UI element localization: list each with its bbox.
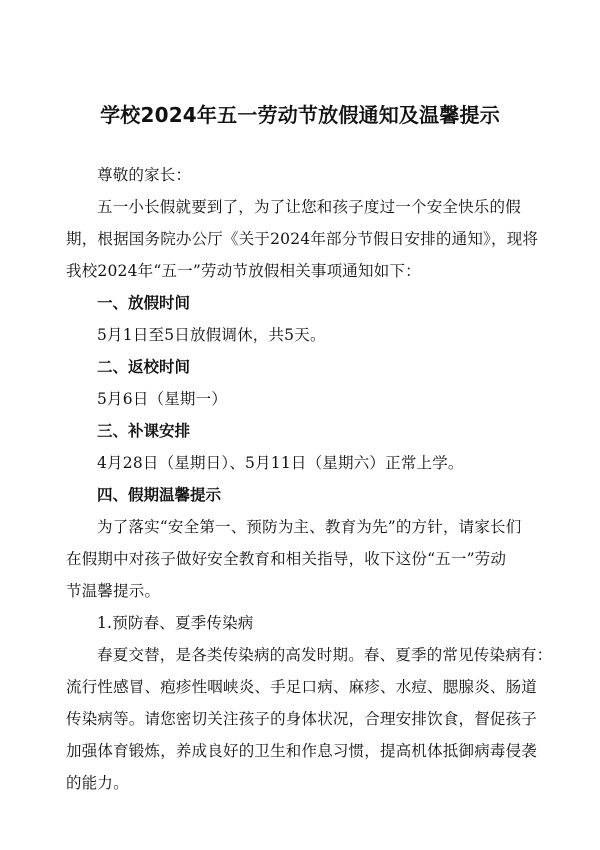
- subsection-heading: 1.预防春、夏季传染病: [97, 614, 254, 632]
- section-heading-holiday-tips: 四、假期温馨提示: [97, 486, 222, 504]
- intro-line: 期，根据国务院办公厅《关于2024年部分节假日安排的通知》，现将: [66, 230, 539, 248]
- section-text: 节温馨提示。: [66, 582, 161, 600]
- section-text: 5月6日（星期一）: [97, 390, 228, 408]
- subsection-text: 的能力。: [66, 774, 129, 792]
- subsection-text: 传染病等。请您密切关注孩子的身体状况，合理安排饮食，督促孩子: [66, 710, 538, 728]
- section-heading-holiday-time: 一、放假时间: [97, 294, 191, 312]
- document-body: [66, 159, 553, 799]
- intro-line: 我校2024年“五一”劳动节放假相关事项通知如下：: [66, 262, 421, 280]
- section-text: 4月28日（星期日）、5月11日（星期六）正常上学。: [97, 454, 464, 472]
- section-text: 5月1日至5日放假调休，共5天。: [97, 326, 326, 344]
- greeting: 尊敬的家长：: [97, 166, 192, 184]
- section-heading-return-time: 二、返校时间: [97, 358, 191, 376]
- document-title: 学校2024年五一劳动节放假通知及温馨提示: [100, 103, 500, 127]
- section-text: 为了落实“安全第一、预防为主、教育为先”的方针，请家长们: [97, 518, 522, 536]
- subsection-text: 流行性感冒、疱疹性咽峡炎、手足口病、麻疹、水痘、腮腺炎、肠道: [66, 678, 538, 696]
- section-heading-makeup-classes: 三、补课安排: [97, 422, 191, 440]
- subsection-text: 春夏交替，是各类传染病的高发时期。春、夏季的常见传染病有：: [97, 646, 553, 664]
- intro-line: 五一小长假就要到了，为了让您和孩子度过一个安全快乐的假: [97, 198, 521, 216]
- section-text: 在假期中对孩子做好安全教育和相关指导，收下这份“五一”劳动: [66, 550, 507, 568]
- subsection-text: 加强体育锻炼，养成良好的卫生和作息习惯，提高机体抵御病毒侵袭: [66, 742, 538, 760]
